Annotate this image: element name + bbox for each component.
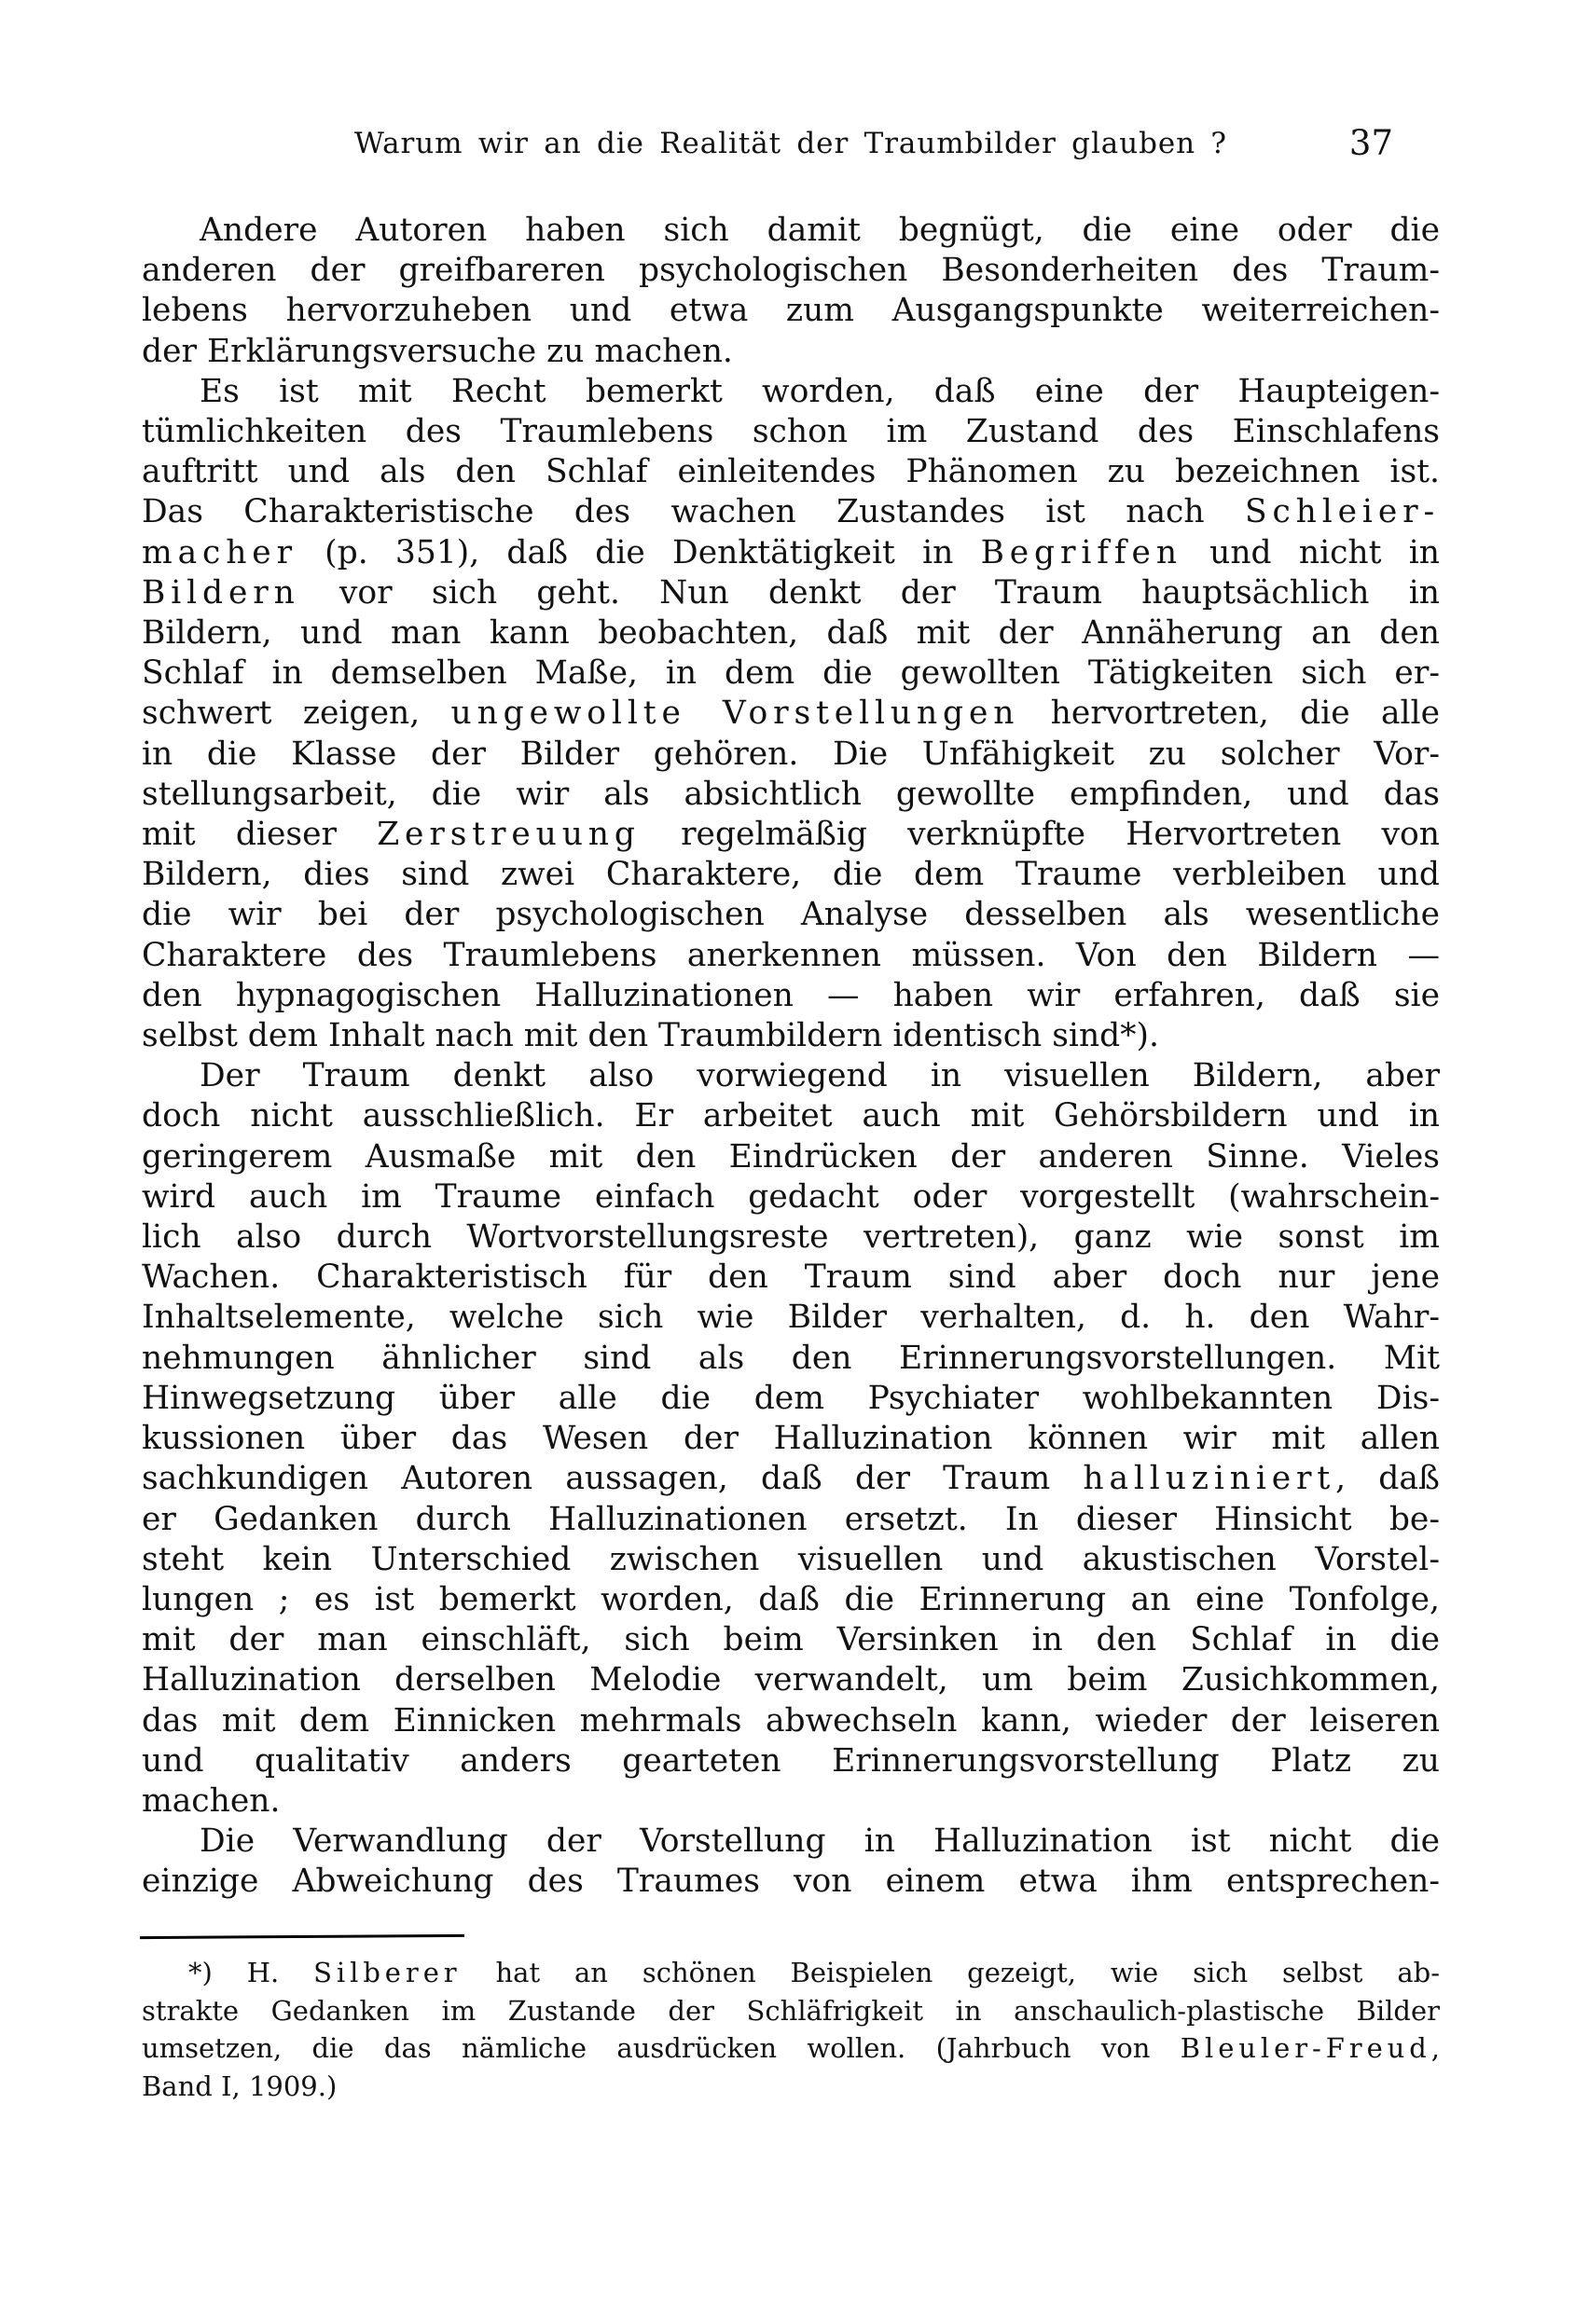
paragraph (142, 1954, 1440, 2105)
text-line: Andere Autoren haben sich damit begnügt, die eine oder die (200, 212, 1440, 249)
text-line: machen. (142, 1781, 281, 1820)
letterspaced-emphasis: halluziniert (1083, 1460, 1336, 1498)
text-line: Charaktere des Traumlebens anerkennen müssen. Von den Bildern — (142, 936, 1440, 974)
text-line: doch nicht ausschließlich. Er arbeitet auch mit Gehörsbildern und in (142, 1097, 1440, 1135)
text-line: Halluzination derselben Melodie verwandelt, um beim Zusichkommen, (142, 1661, 1440, 1699)
running-head (142, 123, 1440, 170)
body-text (142, 211, 1440, 1903)
text-line: macher (p. 351), daß die Denktätigkeit in Begriffen und nicht in (142, 533, 1440, 571)
letterspaced-emphasis: Begriffen (980, 533, 1182, 571)
text-line: mit der man einschläft, sich beim Versinken in den Schlaf in die (142, 1621, 1440, 1659)
text-line: er Gedanken durch Halluzinationen ersetzt. In dieser Hinsicht be- (142, 1500, 1440, 1538)
text-line: lebens hervorzuheben und etwa zum Ausgangspunkte weiterreichen- (142, 292, 1440, 330)
text-line: Hinwegsetzung über alle die dem Psychiater wohlbekannten Dis- (142, 1379, 1440, 1417)
letterspaced-emphasis: macher (142, 533, 297, 571)
text-line: steht kein Unterschied zwischen visuellen und akustischen Vorstel- (142, 1540, 1440, 1578)
text-line: lich also durch Wortvorstellungsreste vertreten), ganz wie sonst im (142, 1218, 1440, 1257)
text-line: Es ist mit Recht bemerkt worden, daß eine der Haupteigen- (200, 372, 1440, 410)
text-line: selbst dem Inhalt nach mit den Traumbildern identisch sind*). (142, 1017, 1159, 1055)
text-line: einzige Abweichung des Traumes von einem etwa ihm entsprechen- (142, 1863, 1440, 1901)
text-line: wird auch im Traume einfach gedacht oder vorgestellt (wahrschein- (142, 1177, 1440, 1216)
text-line: auftritt und als den Schlaf einleitendes Phänomen zu bezeichnen ist. (142, 453, 1440, 491)
letterspaced-emphasis: Bleuler-Freud (1180, 2032, 1431, 2064)
text-line: Die Verwandlung der Vorstellung in Halluzination ist nicht die (200, 1822, 1440, 1861)
text-line: und qualitativ anders gearteten Erinnerungsvorstellung Platz zu (142, 1741, 1440, 1780)
text-line: anderen der greifbareren psychologischen Besonderheiten des Traum- (142, 252, 1440, 290)
text-line: Bildern, dies sind zwei Charaktere, die dem Traume verbleiben und (142, 856, 1440, 894)
text-line: der Erklärungsversuche zu machen. (142, 332, 733, 370)
letterspaced-emphasis: Zerstreuung (377, 816, 641, 854)
page-number: 37 (1348, 123, 1393, 163)
letterspaced-emphasis: Bildern (142, 573, 300, 612)
text-line: tümlichkeiten des Traumlebens schon im Zustand des Einschlafens (142, 413, 1440, 451)
text-line: sachkundigen Autoren aussagen, daß der Traum halluziniert, daß (142, 1460, 1440, 1498)
text-line: Der Traum denkt also vorwiegend in visuellen Bildern, aber (200, 1057, 1440, 1095)
text-line: kussionen über das Wesen der Halluzination können wir mit allen (142, 1420, 1440, 1458)
text-line: lungen ; es ist bemerkt worden, daß die Erinnerung an eine Tonfolge, (142, 1580, 1440, 1618)
text-line: den hypnagogischen Halluzinationen — haben wir erfahren, daß sie (142, 976, 1440, 1014)
text-line: in die Klasse der Bilder gehören. Die Unfähigkeit zu solcher Vor- (142, 735, 1440, 773)
footnote-separator-rule (140, 1934, 464, 1939)
text-line: nehmungen ähnlicher sind als den Erinnerungsvorstellungen. Mit (142, 1339, 1440, 1377)
text-line: Bildern, und man kann beobachten, daß mit der Annäherung an den (142, 614, 1440, 653)
text-line: *) H. Silberer hat an schönen Beispielen gezeigt, wie sich selbst ab- (188, 1957, 1440, 1988)
paragraph (142, 1822, 1440, 1902)
text-line: Band I, 1909.) (142, 2070, 338, 2102)
text-line: geringerem Ausmaße mit den Eindrücken der anderen Sinne. Vieles (142, 1137, 1440, 1176)
paragraph (142, 372, 1440, 1056)
footnote-text (142, 1954, 1440, 2105)
text-line: die wir bei der psychologischen Analyse desselben als wesentliche (142, 896, 1440, 934)
text-line: mit dieser Zerstreuung regelmäßig verknüpfte Hervortreten von (142, 816, 1441, 854)
letterspaced-emphasis: ungewollte Vorstellungen (450, 694, 1020, 733)
text-line: schwert zeigen, ungewollte Vorstellungen hervortreten, die alle (142, 694, 1440, 733)
text-line: Wachen. Charakteristisch für den Traum sind aber doch nur jene (142, 1258, 1440, 1297)
text-line: Bildern vor sich geht. Nun denkt der Traum hauptsächlich in (142, 573, 1440, 612)
paragraph (142, 211, 1440, 372)
text-line: das mit dem Einnicken mehrmals abwechseln kann, wieder der leiseren (142, 1701, 1440, 1740)
text-line: umsetzen, die das nämliche ausdrücken wollen. (Jahrbuch von Bleuler-Freud, (142, 2032, 1440, 2064)
letterspaced-emphasis: Silberer (313, 1957, 462, 1988)
letterspaced-emphasis: Schleier- (1244, 493, 1440, 531)
text-line: Inhaltselemente, welche sich wie Bilder verhalten, d. h. den Wahr- (142, 1299, 1440, 1337)
text-line: Das Charakteristische des wachen Zustandes ist nach Schleier- (142, 493, 1440, 531)
running-head-title: Warum wir an die Realität der Traumbilder glauben ? (354, 127, 1227, 160)
paragraph (142, 1056, 1440, 1822)
text-line: Schlaf in demselben Maße, in dem die gewollten Tätigkeiten sich er- (142, 654, 1440, 693)
text-line: stellungsarbeit, die wir als absichtlich gewollte empfinden, und das (142, 775, 1440, 813)
text-line: strakte Gedanken im Zustande der Schläfrigkeit in anschaulich-plastische Bilder (142, 1994, 1440, 2027)
